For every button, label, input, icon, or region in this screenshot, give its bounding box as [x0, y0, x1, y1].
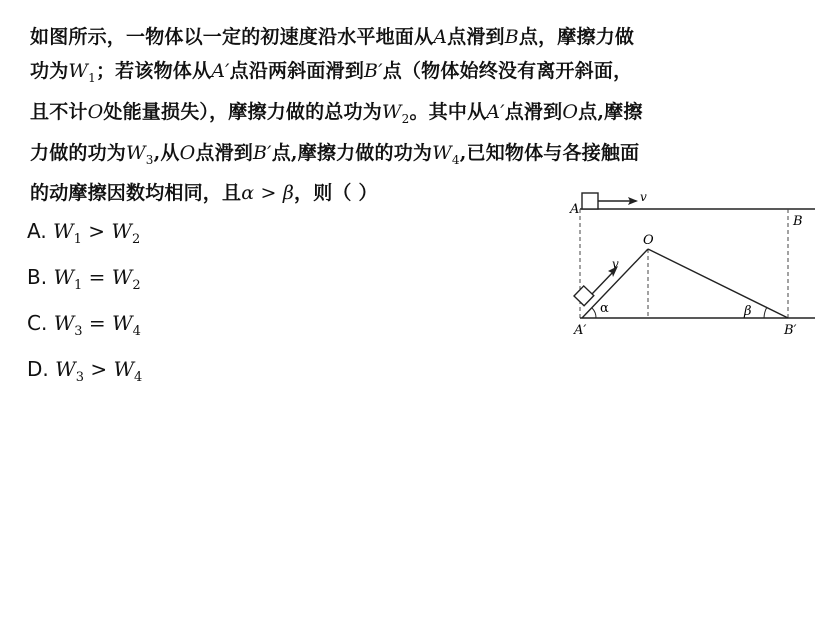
option-rhs: W [113, 357, 135, 381]
angle-arc-beta [764, 307, 767, 318]
stem-text: 点，摩擦力做 [518, 26, 635, 48]
label-b: B [793, 214, 803, 229]
option-label: A. [27, 219, 47, 243]
option-rhs-sub: 2 [131, 232, 141, 247]
option-operator: > [83, 357, 114, 381]
stem-text: 点,摩擦力做的功为 [271, 141, 433, 164]
option-b[interactable] [27, 254, 142, 300]
option-a[interactable] [27, 208, 142, 254]
velocity-arrow-slope [592, 271, 614, 294]
work-w4-sub: 4 [451, 152, 460, 167]
angle-alpha: α [241, 182, 255, 205]
option-rhs: W [112, 311, 133, 335]
stem-text: ，则（ ） [294, 182, 378, 205]
point-b: B [504, 26, 519, 48]
option-rhs: W [111, 219, 132, 243]
option-rhs-sub: 4 [134, 370, 143, 385]
work-w2-sub: 2 [401, 111, 410, 126]
angle-beta: β [282, 182, 295, 205]
option-c[interactable] [27, 300, 142, 346]
stem-line-2 [30, 54, 820, 95]
stem-line-3 [30, 95, 820, 136]
stem-text: ,从 [153, 141, 180, 164]
point-b-prime: B′ [364, 60, 383, 82]
option-operator: = [82, 311, 113, 335]
label-a: A [570, 202, 580, 217]
angle-arc-alpha [592, 308, 596, 318]
work-w3: W [126, 141, 146, 164]
option-rhs-sub: 4 [132, 324, 141, 339]
stem-text: 点滑到 [447, 26, 505, 48]
stem-text: 点,摩擦 [578, 100, 643, 123]
stem-line-1 [30, 20, 820, 54]
stem-text: 的动摩擦因数均相同，且 [30, 182, 242, 205]
option-rhs-sub: 2 [132, 278, 141, 293]
work-w3-sub: 3 [145, 152, 154, 167]
stem-text: 点（物体始终没有离开斜面， [382, 60, 633, 82]
work-w4: W [432, 141, 452, 164]
label-b-prime: B′ [784, 323, 797, 338]
label-v-slope: v [612, 257, 619, 271]
option-lhs-sub: 3 [74, 324, 83, 339]
question-stem [30, 20, 820, 210]
stem-text: 处能量损失），摩擦力做的总功为 [103, 100, 382, 123]
stem-text: 功为 [30, 60, 69, 82]
label-alpha: α [600, 301, 609, 316]
label-a-prime: A′ [574, 323, 587, 338]
work-w1-sub: 1 [88, 70, 96, 85]
point-a-prime: A′ [486, 100, 505, 123]
option-lhs-sub: 1 [73, 232, 82, 247]
label-beta: β [744, 304, 752, 319]
option-lhs: W [53, 265, 74, 289]
point-o: O [87, 100, 104, 123]
point-o: O [562, 100, 579, 123]
work-w2: W [381, 100, 402, 123]
stem-text: 点滑到 [195, 141, 253, 164]
stem-text: ,已知物体与各接触面 [459, 141, 640, 164]
option-label: B. [27, 265, 48, 289]
option-d[interactable] [27, 346, 142, 392]
option-label: D. [27, 357, 49, 381]
label-v-top: v [640, 190, 647, 204]
option-operator: = [82, 265, 112, 289]
stem-text: 如图所示，一物体以一定的初速度沿水平地面从 [30, 26, 434, 48]
option-lhs: W [53, 219, 74, 243]
stem-text: 点滑到 [504, 100, 563, 123]
option-lhs: W [53, 311, 75, 335]
stem-text: 点沿两斜面滑到 [229, 60, 365, 82]
label-o: O [643, 233, 654, 248]
option-lhs-sub: 3 [75, 370, 84, 385]
option-lhs-sub: 1 [74, 278, 83, 293]
point-a-prime: A′ [211, 60, 230, 82]
physics-diagram [560, 184, 822, 344]
option-operator: > [81, 219, 112, 243]
greater-than: > [254, 182, 283, 205]
stem-text: 力做的功为 [30, 141, 127, 164]
stem-text: 。其中从 [409, 100, 487, 123]
options-list [27, 208, 142, 392]
stem-text: ；若该物体从 [95, 60, 212, 82]
stem-line-4 [30, 136, 820, 177]
work-w1: W [68, 60, 89, 82]
block-top [582, 193, 598, 209]
stem-text: 且不计 [30, 100, 88, 123]
block-slope [574, 286, 594, 306]
option-lhs: W [55, 357, 76, 381]
point-o: O [179, 141, 196, 164]
option-label: C. [27, 311, 48, 335]
point-a: A [433, 26, 448, 48]
option-rhs: W [111, 265, 133, 289]
point-b-prime: B′ [253, 141, 272, 164]
